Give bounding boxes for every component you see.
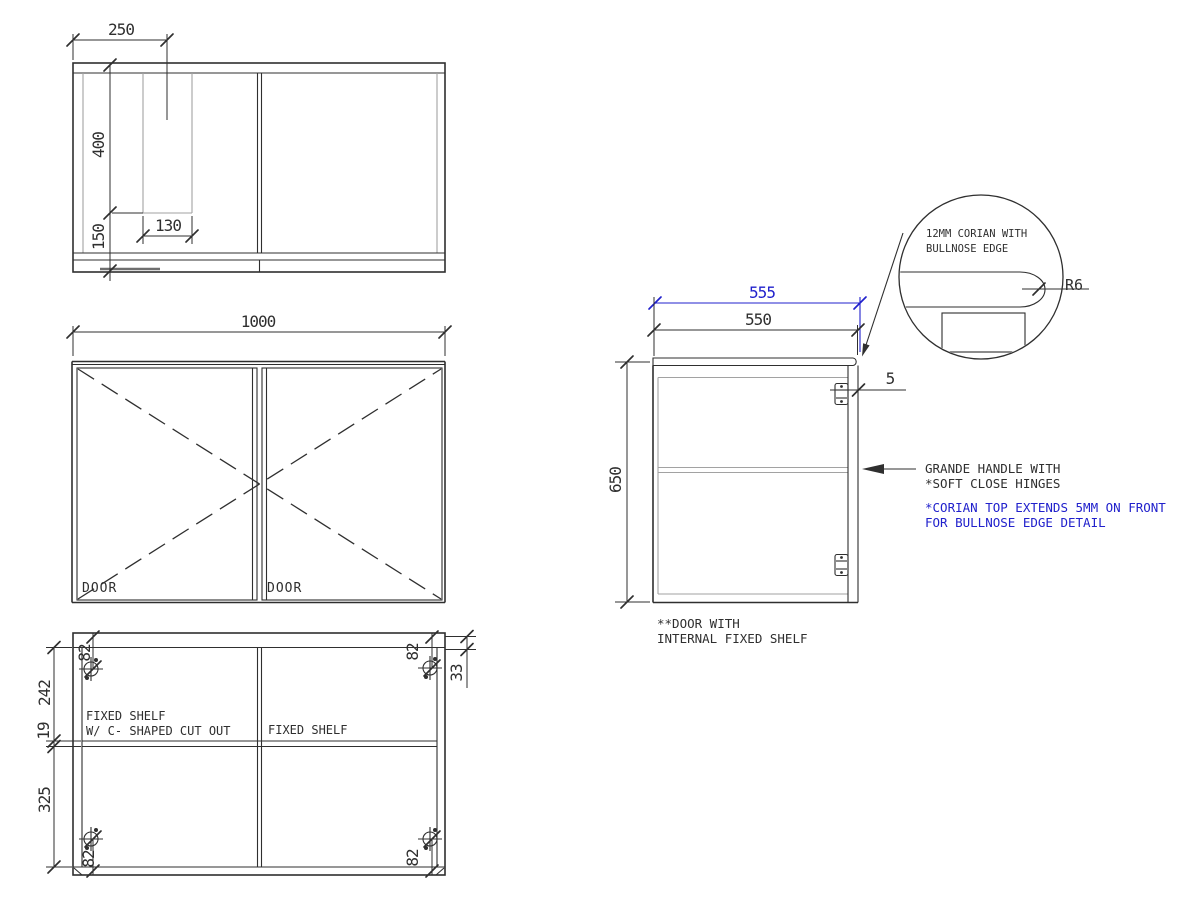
shelf-left-label-2: W/ C- SHAPED CUT OUT <box>86 724 231 738</box>
detail-leader <box>862 233 903 357</box>
detail-top-panel <box>942 313 1025 352</box>
detail-label-2: BULLNOSE EDGE <box>926 243 1009 255</box>
dim-400-label: 400 <box>89 132 108 158</box>
plan-view <box>67 20 445 281</box>
hinge-dim-label: 82 <box>403 849 422 867</box>
leader-arrowhead <box>862 343 870 356</box>
dim-1000-label: 1000 <box>240 312 276 331</box>
hinge-dim-label: 82 <box>75 644 94 662</box>
dim-550-label: 550 <box>745 310 771 329</box>
hinge-symbol-bottom-left <box>79 827 103 851</box>
dim-r6-label: R6 <box>1065 276 1084 294</box>
shelf-left-label-1: FIXED SHELF <box>86 709 166 723</box>
hinge-dim-label: 82 <box>79 850 98 868</box>
door-left-label: DOOR <box>82 581 118 596</box>
hinge-dim-top-right <box>403 631 438 668</box>
detail-label-1: 12MM CORIAN WITH <box>926 228 1028 240</box>
front-view <box>67 312 451 603</box>
note-door-1: **DOOR WITH <box>657 616 740 631</box>
dim-650-label: 650 <box>606 467 625 493</box>
door-right-panel <box>262 368 442 600</box>
internal-dim-33 <box>445 631 476 689</box>
hinge-dim-bottom-right <box>403 839 438 877</box>
side-hinge-top <box>835 384 848 405</box>
detail-bullnose-profile <box>888 272 1045 307</box>
side-hinge-bottom <box>835 555 848 576</box>
corian-top-profile <box>653 358 856 366</box>
side-dim-550 <box>648 297 864 356</box>
dim-19-label: 19 <box>34 722 53 740</box>
plan-dim-400-150 <box>89 59 143 281</box>
dim-250-label: 250 <box>108 20 134 39</box>
dim-33-label: 33 <box>447 664 466 682</box>
door-right-label: DOOR <box>267 581 303 596</box>
side-dim-650 <box>606 356 650 608</box>
internal-left-dims <box>34 642 81 874</box>
internal-view <box>34 631 476 878</box>
dim-130-label: 130 <box>155 216 181 235</box>
dim-150-label: 150 <box>89 224 108 250</box>
plan-dim-130 <box>137 216 198 244</box>
side-view <box>606 233 1166 646</box>
door-left-panel <box>77 368 257 600</box>
dim-325-label: 325 <box>35 787 54 813</box>
dim-5-label: 5 <box>885 369 895 388</box>
side-dim-5 <box>830 369 906 396</box>
note-corian-1: *CORIAN TOP EXTENDS 5MM ON FRONT <box>925 500 1166 515</box>
front-dim-1000 <box>67 312 451 356</box>
shelf-right-label: FIXED SHELF <box>268 723 348 737</box>
hinge-dim-label: 82 <box>403 643 422 661</box>
dim-555-label: 555 <box>749 283 775 302</box>
hinge-symbol-bottom-right <box>418 827 442 851</box>
detail-dim-r6 <box>1022 276 1089 295</box>
dim-242-label: 242 <box>35 680 54 706</box>
note-door-2: INTERNAL FIXED SHELF <box>657 631 808 646</box>
note-handle-1: GRANDE HANDLE WITH <box>925 461 1061 476</box>
note-corian-2: FOR BULLNOSE EDGE DETAIL <box>925 515 1106 530</box>
detail-circle <box>888 195 1089 362</box>
note-handle-2: *SOFT CLOSE HINGES <box>925 476 1061 491</box>
handle-arrow <box>862 464 916 474</box>
